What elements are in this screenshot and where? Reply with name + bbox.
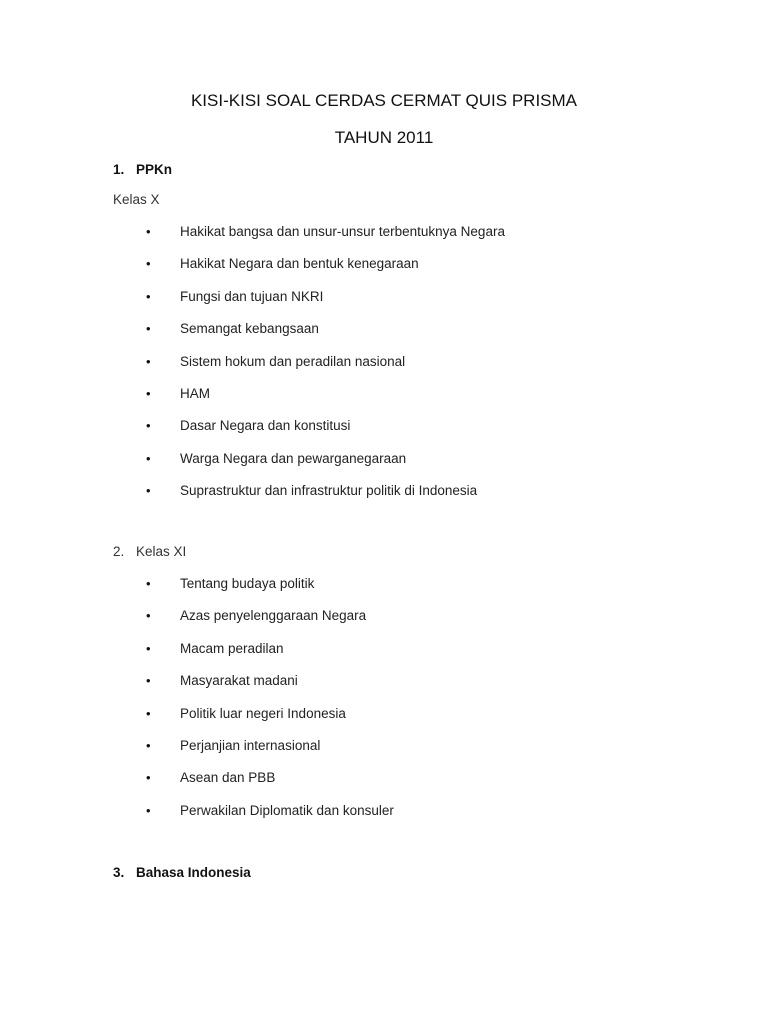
bullet-icon: •: [146, 576, 151, 591]
list-item-text: Warga Negara dan pewarganegaraan: [180, 450, 407, 466]
section-1-subheading: Kelas X: [113, 192, 160, 207]
list-item-text: Semangat kebangsaan: [180, 321, 319, 337]
bullet-icon: •: [146, 450, 151, 466]
section-3-title: Bahasa Indonesia: [136, 865, 251, 880]
document-year: TAHUN 2011: [334, 128, 434, 147]
bullet-icon: •: [146, 802, 151, 818]
list-item-text: Dasar Negara dan konstitusi: [180, 418, 351, 434]
list-item-text: Hakikat Negara dan bentuk kenegaraan: [180, 256, 419, 272]
section-3-heading: [113, 865, 251, 880]
bullet-icon: •: [146, 640, 151, 656]
list-item-text: HAM: [180, 386, 210, 401]
bullet-icon: •: [146, 608, 151, 624]
bullet-icon: •: [146, 418, 151, 434]
section-2-number: 2.: [113, 544, 125, 559]
list-item-text: Azas penyelenggaraan Negara: [180, 608, 367, 624]
section-1-title: PPKn: [136, 162, 173, 177]
list-item-text: Sistem hokum dan peradilan nasional: [180, 353, 406, 369]
bullet-icon: •: [146, 738, 151, 753]
bullet-icon: •: [146, 353, 151, 369]
list-item-text: Suprastruktur dan infrastruktur politik di Indonesia: [180, 483, 478, 499]
bullet-icon: •: [146, 705, 151, 721]
bullet-icon: •: [146, 321, 151, 337]
list-item-text: Hakikat bangsa dan unsur-unsur terbentuknya Negara: [180, 224, 505, 239]
list-item-text: Perjanjian internasional: [180, 738, 321, 753]
list-item-text: Perwakilan Diplomatik dan konsuler: [180, 802, 394, 818]
list-item-text: Macam peradilan: [180, 640, 284, 656]
section-3-number: 3.: [113, 865, 125, 880]
bullet-icon: •: [146, 256, 151, 272]
list-item-text: Asean dan PBB: [180, 770, 276, 786]
bullet-icon: •: [146, 673, 151, 689]
section-2-title: Kelas XI: [136, 544, 187, 559]
bullet-icon: •: [146, 288, 151, 304]
bullet-icon: •: [146, 483, 151, 499]
list-item-text: Masyarakat madani: [180, 673, 298, 689]
list-item-text: Fungsi dan tujuan NKRI: [180, 288, 324, 304]
list-item-text: Tentang budaya politik: [180, 576, 315, 591]
section-1-heading: [113, 162, 172, 177]
document-title: KISI-KISI SOAL CERDAS CERMAT QUIS PRISMA: [190, 91, 578, 110]
section-1-number: 1.: [113, 162, 125, 177]
bullet-icon: •: [146, 386, 151, 401]
bullet-icon: •: [146, 224, 151, 239]
section-2-heading: [113, 544, 186, 559]
list-item-text: Politik luar negeri Indonesia: [180, 705, 346, 721]
bullet-icon: •: [146, 770, 151, 786]
